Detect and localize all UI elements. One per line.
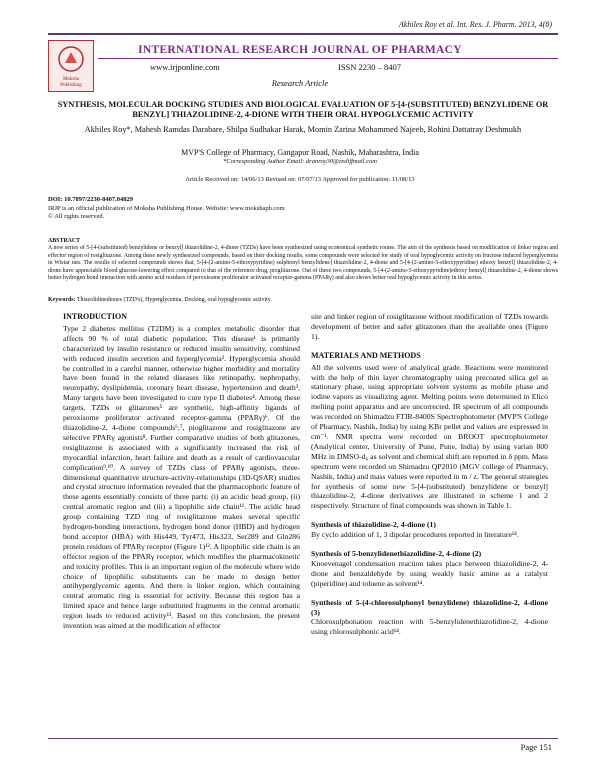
synthesis-2-heading: Synthesis of 5-benzylidenethiazolidine-2, 4-dione (2)	[311, 549, 482, 559]
corresponding-author: *Corresponding Author Email: dranroy30@rediffmail.com	[223, 158, 377, 165]
intro-heading: INTRODUCTION	[63, 312, 128, 321]
abstract-text: A new series of 5-[4-(substituted) benzylidene or benzyl] thiazolidine-2, 4-dione (TZDs) have been synthesized using economical synthetic routes. The aim of the synthesis based on modification of linker region and effector region of rosiglitazone. Among these newly synthesized compounds, based on their docking results, some compounds were selected for study of oral hypoglycemic activity on fructose induced hyperglycemia in Wistar rats. The results of selected compounds shows that, 5-[4-(2-amino-5-ethoxypyridine) sulphonyl benzylidene] thiazolidine-2, 4-dione and 5-[4-(2-amino-5-ethoxypyridine) ethoxy benzyl] thiazolidine-2, 4-dione have appreciable blood glucose-lowering effect compared to that of the reference drug, pioglitazone. Out of these two compounds, 5-[4-(2-amino-5-ethoxypyridine)ethoxy benzyl] thiazolidine-2, 4-dione shows better hydrogen bond interaction with amino acid residues of peroxisome proliferator activated receptor-gamma (PPARγ) and also shows better oral hypoglycemic activity in this series.	[48, 245, 558, 282]
journal-website-link[interactable]: www.irjponline.com	[150, 62, 220, 72]
authors: Akhiles Roy*, Mahesh Ramdas Darabare, Shilpa Sudhakar Harak, Momin Zarina Mohammed Najeeb, Rohini Dattatray Deshmukh	[84, 125, 522, 134]
keywords-label: Keywords:	[48, 297, 76, 303]
right-column	[311, 312, 548, 646]
issn: ISSN 2230 – 8407	[338, 62, 402, 72]
journal-citation: Akhiles Roy et al. Int. Res. J. Pharm. 2013, 4(8)	[398, 20, 552, 29]
keywords-text: Thiazolidinediones (TZD's), Hyperglycemia, Docking, oral hypoglycemic activity.	[76, 297, 272, 303]
logo-text: Moksha Publishing	[60, 77, 82, 88]
doi: DOI: 10.7897/2230-8407.04829	[48, 196, 134, 203]
synthesis-1-text: By cyclo addition of 1, 3 dipolar procedures reported in literature¹⁴.	[311, 530, 519, 540]
keywords	[48, 297, 558, 303]
abstract-label: ABSTRACT	[48, 238, 81, 244]
article-title: SYNTHESIS, MOLECULAR DOCKING STUDIES AND BIOLOGICAL EVALUATION OF 5-[4-(SUBSTITUTED) BENZYLIDENE OR BENZYL] THIAZOLIDINE-2, 4-DIONE WITH THEIR ORAL HYPOGLYCEMIC ACTIVITY	[57, 100, 549, 119]
methods-heading: MATERIALS AND METHODS	[311, 350, 421, 360]
footer-rule	[48, 738, 558, 739]
article-type: Research Article	[271, 78, 329, 88]
intro-paragraph-continued: site and linker region of rosiglitazone without modification of TZDs towards development of better and safer glitazones than the available ones (Figure 1).	[311, 312, 548, 341]
methods-paragraph: All the solvents used were of analytical grade. Reactions were monitored with the help of thin layer chromatography using precoated silica gel as stationary phase, using appropriate solvent systems as mobile phase and iodine vapors as visualizing agent. Melting points were determined in Elico melting point apparatus and are uncorrected. IR spectrum of all compounds was recorded on Shimadzu FTIR-8400S Spectrophotometer (MVP'S College of Pharmacy, Nashik, India) by using KBr pellet and values are expressed in cm⁻¹. NMR spectra were recorded on BROOT spectrophotometer (Analytical center, University of Pune, Pune, India) by using varian 800 MHz in DMSO-d₆ as solvent and chemical shift are reported in δ ppm. Mass spectrum were recorded on Shimadzu QP2010 (MGV college of Pharmacy, Nashik, India) and mass values were reported in m / z. The general strategies for synthesis of some new 5-[4-(substituted) benzylidene or benzyl] thiazolidine-2, 4-dione derivatives are illustrated in scheme 1 and 2 respectively. Structure of final compounds was shown in Table 1.	[311, 362, 548, 511]
article-dates: Article Received on: 14/06/13 Revised on: 07/07/13 Approved for publication: 11/08/13	[185, 176, 415, 183]
journal-name: INTERNATIONAL RESEARCH JOURNAL OF PHARMACY	[138, 44, 462, 56]
synthesis-3-heading: Synthesis of 5-(4-chlorosulphonyl benzylidene) thiazolidine-2, 4-dione (3)	[311, 597, 548, 617]
synthesis-1-heading: Synthesis of thiazolidine-2, 4-dione (1)	[311, 520, 436, 530]
synthesis-2-text: Knoevenagel condensation reaction takes place between thiazolidine-2, 4-dione and benzaldehyde by using weakly basic amine as a catalyst (piperidine) and toluene as solvent¹⁴.	[311, 558, 548, 588]
intro-paragraph: Type 2 diabetes mellitus (T2DM) is a complex metabolic disorder that affects 90 % of total diabetic population. This disease¹ is primarily characterized by insulin resistance or reduced insulin sensitivity, combined with reduced insulin secretion and hyperglycemia². Hyperglycemia should be controlled in a careful manner, otherwise higher morbidity and mortality have been found in the related diseases like retinopathy, nephropathy, neuropathy, dyslipidemia, coronary heart disease, hypertension and death³. Many targets have been investigated to cure type II diabetes⁴. Among these targets, TZDs or glitazones⁵ are synthetic, high-affinity ligands of peroxisome proliferator activated receptor-gamma (PPARγ)⁶. Of the thiazolidine-2, 4-dione compounds⁶,⁷, pioglitazone and rosiglitazone are selective PPARγ agonists⁸. Further comparative studies of both glitazones, rosiglitazone is associated with a significantly increased the risk of myocardial infarction, heart failure and death as a result of cardiovascular complication⁹,¹⁰. A survey of TZDs class of PPARγ agonists, three-dimensional quantitative structure-activity-relationships (3D-QSAR) studies and crystal structure information revealed that the pharmacophoric feature of these agents essentially consists of three parts: (i) an acidic head group, (ii) central aromatic region and (iii) a lipophilic side chain¹¹. The acidic head group containing TZD ring of rosiglitazone makes several specific hydrogen-bonding interactions, hydrogen bond donor (HBD) and hydrogen bond acceptor (HBA) with His449, Tyr473, His323, Ser289 and Gln286 protein residues of PPARγ receptor (Figure 1)¹². A lipophilic side chain is an effector region of the PPARγ receptor, which modifies the pharmacokinetic and toxicity profiles. This is an important region of the molecule where wide choice of lipophilic substituents can be made to design better antihyperglycemic agents. And there is linker region, which containing central aromatic ring is essential for activity. Because this region has a limited space and hence large substituted fragments in the central aromatic region leads to reduced activity¹³. Based on this conclusion, the present invention was aimed at the modification of effector	[63, 323, 300, 631]
left-column	[63, 312, 300, 640]
publisher-note: IRJP is an official publication of Moksha Publishing House. Website: www.mokshaph.com	[48, 205, 285, 212]
synthesis-3-text: Chlorosulphonation reaction with 5-benzylidenethiazolidine-2, 4-dione using chlorosulphonic acid¹⁴.	[311, 617, 548, 637]
abstract	[48, 238, 558, 282]
page-number: Page 151	[520, 742, 552, 752]
journal-rule	[98, 58, 558, 59]
copyright: © All rights reserved.	[48, 213, 105, 220]
affiliation: MVP'S College of Pharmacy, Gangapur Road, Nashik, Maharashtra, India	[181, 148, 419, 157]
header-rule	[48, 33, 558, 35]
